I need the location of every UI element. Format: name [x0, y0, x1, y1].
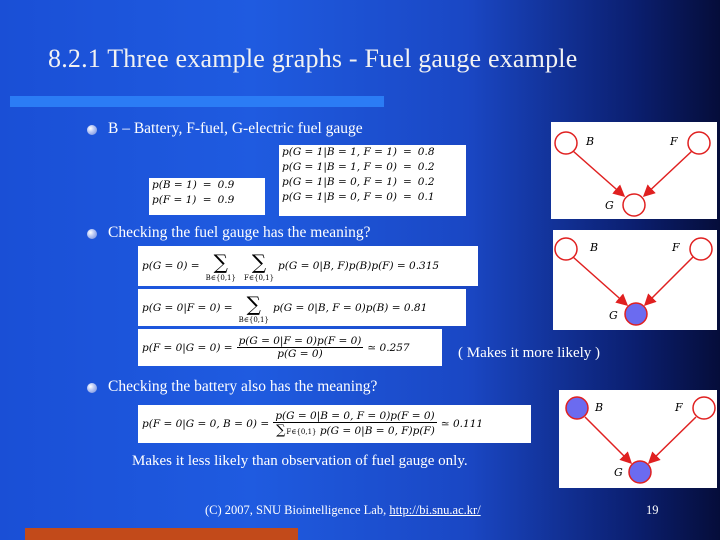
formula-conditionals: [279, 145, 466, 216]
node-b: [555, 132, 577, 154]
formula-priors: [149, 178, 265, 215]
edge-b-to-g: [585, 417, 631, 463]
node-b-label: B: [590, 241, 599, 254]
node-f-label: F: [672, 241, 680, 254]
bayes-graph-b-g-observed: [559, 390, 717, 488]
bullet-text: Checking the fuel gauge has the meaning?: [108, 224, 371, 241]
edge-b-to-g: [573, 257, 627, 305]
sum-f: ∑ F∈{0,1}: [243, 250, 275, 282]
title-underline-bar: [10, 96, 384, 107]
bullet-text: B – Battery, F-fuel, G-electric fuel gauge: [108, 120, 363, 137]
node-f: [690, 238, 712, 260]
formula-row: p(G = 1|B = 1, F = 1) = 0.8: [282, 146, 435, 158]
slide-title: 8.2.1 Three example graphs - Fuel gauge example: [48, 44, 578, 73]
bayes-graph-unobserved: [551, 122, 717, 219]
fraction: $\frac{p(G = 0|B = 0, F = 0)p(F = 0)}{\sum F\in\{0,1\} p(G = 0|B = 0, F)p(F)}$: [275, 410, 435, 438]
sum-b: ∑ B∈{0,1}: [238, 291, 269, 324]
formula-p-g0-given-f0: p(G = 0|F = 0) = ∑ B∈{0,1} p(G = 0|B, F = 0)p(B) = 0.81: [138, 289, 466, 326]
node-g-observed: [625, 303, 647, 325]
node-b-label: B: [595, 401, 604, 414]
node-b: [555, 238, 577, 260]
node-f-label: F: [675, 401, 683, 414]
edge-f-to-g: [649, 417, 696, 463]
node-g-label: G: [605, 199, 614, 212]
note-more-likely: ( Makes it more likely ): [458, 345, 601, 361]
graph-svg: [559, 390, 717, 488]
bullet-icon: [87, 383, 97, 393]
edge-f-to-g: [645, 257, 693, 305]
footer-credit: (C) 2007, SNU Biointelligence Lab, http://bi.snu.ac.kr/: [205, 503, 481, 517]
node-g: [623, 194, 645, 216]
page-number: 19: [646, 503, 659, 517]
formula-row: p(G = 1|B = 0, F = 1) = 0.2: [282, 176, 435, 188]
node-f-label: F: [670, 135, 678, 148]
node-g-label: G: [614, 466, 623, 479]
node-f: [688, 132, 710, 154]
graph-svg: [553, 230, 717, 330]
formula-p-g0: p(G = 0) = ∑ B∈{0,1} ∑ F∈{0,1} p(G = 0|B, F)p(B)p(F) = 0.315: [138, 246, 478, 286]
edge-f-to-g: [644, 151, 692, 196]
node-f: [693, 397, 715, 419]
fraction: $\frac{p(G = 0|F = 0)p(F = 0)}{p(G = 0)}$: [238, 335, 362, 360]
formula-p-f0-given-g0-b0: p(F = 0|G = 0, B = 0) = $\frac{p(G = 0|B = 0, F = 0)p(F = 0)}{\sum F\in\{0,1\} p(G = 0|B = 0, F)p(F)}$ ≃ 0.111: [138, 405, 531, 443]
formula-row: p(G = 1|B = 1, F = 0) = 0.2: [282, 161, 435, 173]
graph-svg: [551, 122, 717, 219]
node-g-label: G: [609, 309, 618, 322]
formula-row: p(G = 1|B = 0, F = 0) = 0.1: [282, 191, 435, 203]
node-b-label: B: [586, 135, 595, 148]
sum-b: ∑ B∈{0,1}: [205, 250, 236, 282]
footer-link[interactable]: http://bi.snu.ac.kr/: [389, 503, 481, 517]
formula-p-f0-given-g0: p(F = 0|G = 0) = $\frac{p(G = 0|F = 0)p(F = 0)}{p(G = 0)}$ ≃ 0.257: [138, 329, 442, 366]
formula-row: p(B = 1) = 0.9: [152, 179, 235, 191]
bayes-graph-g-observed: [553, 230, 717, 330]
node-g-observed: [629, 461, 651, 483]
node-b-observed: [566, 397, 588, 419]
bottom-accent-bar: [25, 528, 298, 540]
bullet-icon: [87, 229, 97, 239]
formula-row: p(F = 1) = 0.9: [152, 194, 235, 206]
note-less-likely: Makes it less likely than observation of fuel gauge only.: [132, 453, 468, 469]
bullet-icon: [87, 125, 97, 135]
edge-b-to-g: [573, 151, 624, 196]
bullet-text: Checking the battery also has the meaning?: [108, 378, 378, 395]
